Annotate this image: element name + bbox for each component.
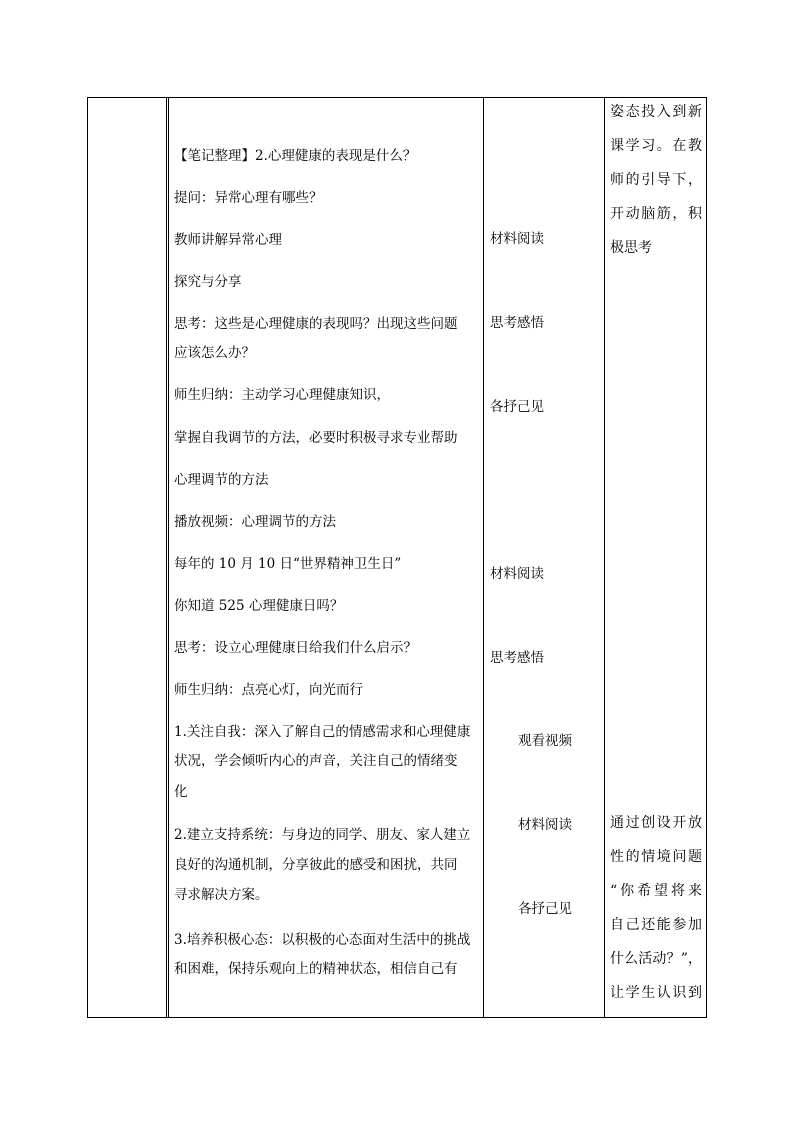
content-line: 掌握自我调节的方法，必要时积极寻求专业帮助 <box>174 430 458 446</box>
content-line: 师生归纳：主动学习心理健康知识， <box>174 387 390 403</box>
column-divider-1b <box>168 97 169 1018</box>
content-line: 你知道 525 心理健康日吗？ <box>174 598 344 614</box>
intent-line: “你希望将来 <box>610 883 702 899</box>
content-line: 提问：异常心理有哪些？ <box>174 190 323 206</box>
content-line: 思考：这些是心理健康的表现吗？出现这些问题 <box>174 316 458 332</box>
activity-label: 观看视频 <box>518 733 572 749</box>
activity-label: 材料阅读 <box>518 817 572 833</box>
intent-line: 让学生认识到 <box>610 985 702 1001</box>
activity-label: 材料阅读 <box>490 231 544 247</box>
table-right-border <box>706 97 707 1018</box>
content-line: 化 <box>174 784 188 800</box>
activity-label: 思考感悟 <box>490 650 544 666</box>
intent-line: 自己还能参加 <box>610 917 702 933</box>
content-line: 思考：设立心理健康日给我们什么启示？ <box>174 640 417 656</box>
activity-label: 各抒己见 <box>518 901 572 917</box>
intent-line: 姿态投入到新 <box>610 104 702 120</box>
content-line: 探究与分享 <box>174 274 242 290</box>
column-divider-1 <box>166 97 167 1018</box>
content-line: 寻求解决方案。 <box>174 887 269 903</box>
design-intent-bottom <box>610 806 702 1010</box>
content-line: 应该怎么办？ <box>174 345 255 361</box>
intent-line: 课学习。在教 <box>610 138 702 154</box>
content-line: 1.关注自我：深入了解自己的情感需求和心理健康 <box>174 724 471 740</box>
section-label-cell <box>88 98 166 1017</box>
content-line: 【笔记整理】2.心理健康的表现是什么？ <box>174 148 417 164</box>
content-line: 状况，学会倾听内心的声音，关注自己的情绪变 <box>174 753 458 769</box>
intent-line: 什么活动？”， <box>610 951 702 967</box>
table-bottom-border <box>87 1017 706 1018</box>
activity-label: 各抒己见 <box>490 399 544 415</box>
column-divider-2 <box>483 97 484 1018</box>
intent-line: 师的引导下， <box>610 172 702 188</box>
intent-line: 开动脑筋，积 <box>610 206 702 222</box>
content-line: 师生归纳：点亮心灯，向光而行 <box>174 682 363 698</box>
content-line: 2.建立支持系统：与身边的同学、朋友、家人建立 <box>174 827 471 843</box>
content-line: 和困难，保持乐观向上的精神状态，相信自己有 <box>174 961 458 977</box>
activity-label: 材料阅读 <box>490 566 544 582</box>
content-line: 良好的沟通机制，分享彼此的感受和困扰，共同 <box>174 857 458 873</box>
intent-line: 性的情境问题 <box>610 849 702 865</box>
activity-label: 思考感悟 <box>490 315 544 331</box>
content-line: 播放视频：心理调节的方法 <box>174 514 336 530</box>
content-line: 教师讲解异常心理 <box>174 232 282 248</box>
design-intent-top <box>610 95 702 265</box>
content-line: 3.培养积极心态：以积极的心态面对生活中的挑战 <box>174 932 471 948</box>
intent-line: 极思考 <box>610 240 652 256</box>
content-line: 每年的 10 月 10 日“世界精神卫生日” <box>174 556 402 572</box>
intent-line: 通过创设开放 <box>610 815 702 831</box>
content-line: 心理调节的方法 <box>174 472 269 488</box>
column-divider-3 <box>604 97 605 1018</box>
